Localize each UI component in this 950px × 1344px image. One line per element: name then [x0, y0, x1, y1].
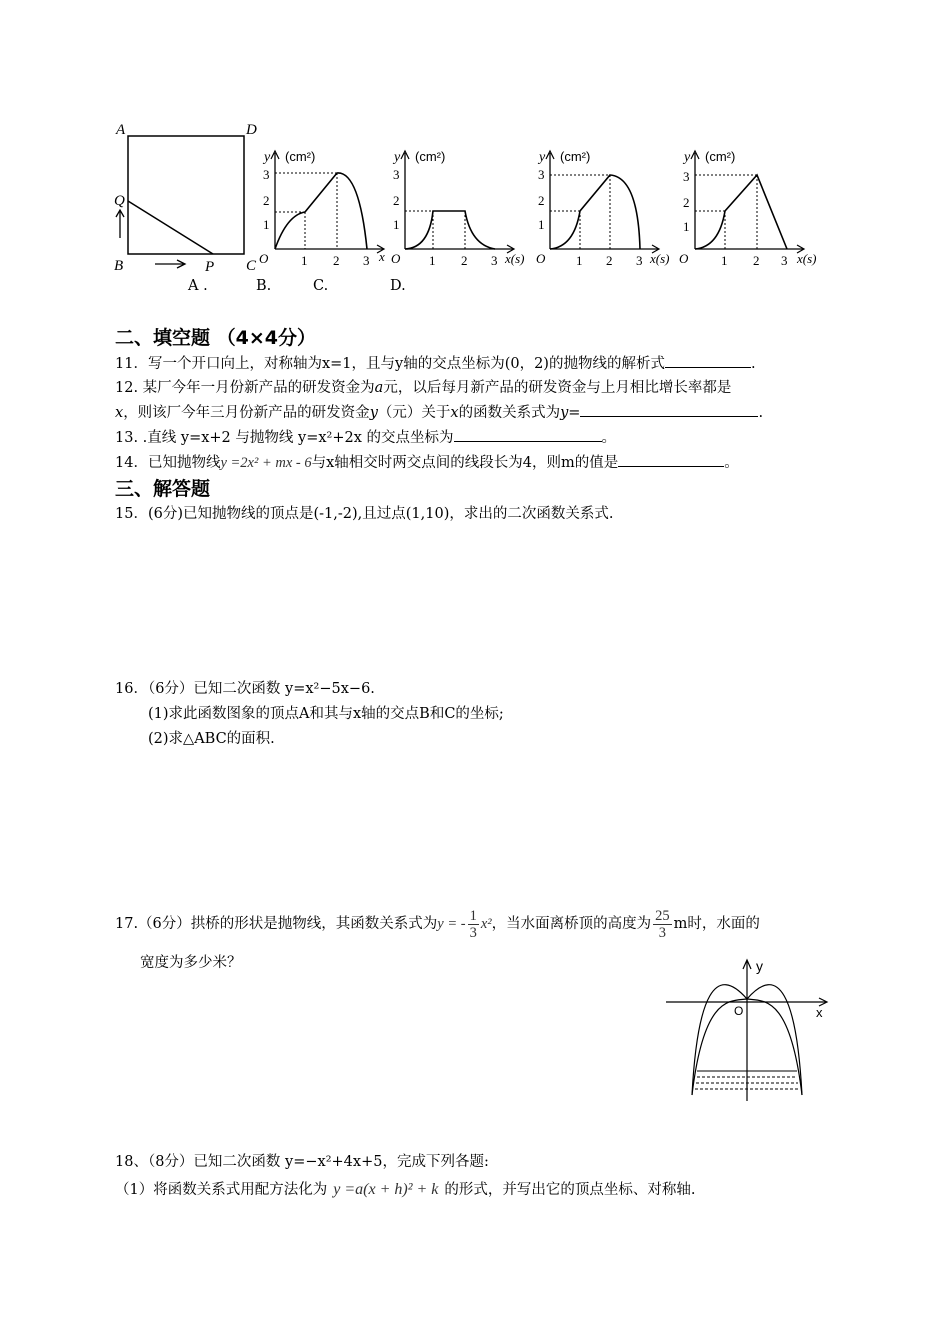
- svg-text:(cm²): (cm²): [560, 149, 591, 164]
- svg-text:1: 1: [393, 217, 400, 232]
- svg-text:2: 2: [683, 195, 690, 210]
- graph-c: [530, 145, 680, 270]
- label-q: Q: [114, 193, 125, 209]
- graph-d: [675, 145, 835, 270]
- svg-text:3: 3: [393, 167, 400, 182]
- answer-blank-14[interactable]: [618, 453, 724, 467]
- question-16-part1: (1)求此函数图象的顶点A和其与x轴的交点B和C的坐标;: [148, 706, 504, 722]
- svg-text:y: y: [684, 150, 691, 165]
- svg-text:2: 2: [333, 253, 340, 268]
- label-b: B: [114, 258, 124, 274]
- option-d[interactable]: D.: [390, 278, 406, 294]
- label-d: D: [246, 122, 257, 138]
- question-12: 12. 某厂今年一月份新产品的研发资金为a元，以后每月新产品的研发资金与上月相比增长率都是: [115, 380, 732, 396]
- graph-a: [255, 145, 395, 270]
- svg-text:1: 1: [429, 253, 436, 268]
- question-17-line2: 宽度为多少米？: [140, 955, 242, 971]
- fraction-one-third: $\frac{1}{3}$: [469, 907, 477, 941]
- answer-blank-11[interactable]: [665, 354, 751, 368]
- svg-text:x(s): x(s): [797, 251, 817, 266]
- svg-text:1: 1: [721, 253, 728, 268]
- svg-text:2: 2: [538, 193, 545, 208]
- section-answer-title: 三、解答题: [115, 478, 211, 500]
- svg-text:1: 1: [683, 219, 690, 234]
- svg-text:x: x: [816, 1005, 823, 1020]
- svg-text:3: 3: [538, 167, 545, 182]
- svg-text:1: 1: [301, 253, 308, 268]
- label-a: A: [116, 122, 126, 138]
- svg-text:2: 2: [753, 253, 760, 268]
- option-b[interactable]: B.: [256, 278, 272, 294]
- svg-text:O: O: [259, 251, 269, 266]
- svg-text:1: 1: [263, 217, 270, 232]
- svg-text:O: O: [536, 251, 546, 266]
- label-c: C: [246, 258, 257, 274]
- svg-text:3: 3: [491, 253, 498, 268]
- question-13: 13. .直线 y=x+2 与抛物线 y=x²+2x 的交点坐标为 。: [115, 430, 616, 446]
- question-15: 15．(6分)已知抛物线的顶点是(-1,-2),且过点(1,10)，求出的二次函数关系式.: [115, 506, 614, 522]
- square-figure: [110, 118, 260, 278]
- answer-blank-12[interactable]: [580, 403, 758, 417]
- svg-text:x(s): x(s): [650, 251, 670, 266]
- answer-blank-13[interactable]: [454, 428, 602, 442]
- svg-text:(cm²): (cm²): [285, 149, 316, 164]
- svg-text:3: 3: [636, 253, 643, 268]
- svg-text:O: O: [391, 251, 401, 266]
- question-12-line2: x，则该厂今年三月份新产品的研发资金y（元）关于x的函数关系式为y= .: [115, 405, 764, 421]
- svg-text:O: O: [734, 1004, 744, 1018]
- question-17: 17.（6分）拱桥的形状是抛物线，其函数关系式为y = - $\frac{1}{3}$ x²，当水面离桥顶的高度为 $\frac{25}{3}$ m时，水面的: [115, 907, 760, 941]
- svg-text:(cm²): (cm²): [415, 149, 446, 164]
- question-18: 18、（8分）已知二次函数 y=−x²+4x+5，完成下列各题:: [115, 1154, 489, 1170]
- svg-text:y: y: [539, 150, 546, 165]
- question-16-part2: (2)求△ABC的面积.: [148, 731, 275, 747]
- option-c[interactable]: C.: [313, 278, 329, 294]
- svg-text:2: 2: [393, 193, 400, 208]
- question-11: 11．写一个开口向上，对称轴为x=1，且与y轴的交点坐标为(0，2)的抛物线的解析式 .: [115, 356, 756, 372]
- option-a[interactable]: A .: [188, 278, 208, 294]
- section-fill-title: 二、填空题 （4×4分）: [115, 327, 316, 349]
- svg-text:O: O: [679, 251, 689, 266]
- svg-text:y: y: [394, 150, 401, 165]
- formula-18: y =a(x + h)² + k: [333, 1181, 439, 1198]
- svg-text:y: y: [756, 958, 763, 974]
- svg-text:y: y: [264, 150, 271, 165]
- svg-text:x(s): x(s): [505, 251, 525, 266]
- svg-text:3: 3: [263, 167, 270, 182]
- fraction-25-thirds: $\frac{25}{3}$: [655, 907, 670, 941]
- svg-text:3: 3: [683, 169, 690, 184]
- svg-text:2: 2: [263, 193, 270, 208]
- question-16: 16．（6分）已知二次函数 y=x²−5x−6.: [115, 681, 375, 697]
- question-18-part1: （1）将函数关系式用配方法化为 y =a(x + h)² + k 的形式，并写出它的顶点坐标、对称轴.: [115, 1181, 696, 1198]
- formula-14: y =2x² + mx - 6: [220, 455, 312, 471]
- svg-text:3: 3: [781, 253, 788, 268]
- svg-text:2: 2: [461, 253, 468, 268]
- svg-text:3: 3: [363, 253, 370, 268]
- label-p: P: [205, 259, 215, 275]
- svg-text:1: 1: [576, 253, 583, 268]
- svg-text:(cm²): (cm²): [705, 149, 736, 164]
- svg-text:x: x: [379, 249, 385, 264]
- graph-b: [385, 145, 535, 270]
- arch-bridge-figure: [660, 955, 840, 1105]
- question-14: 14．已知抛物线y =2x² + mx - 6与x轴相交时两交点间的线段长为4，则m的值是 。: [115, 455, 739, 471]
- svg-text:1: 1: [538, 217, 545, 232]
- svg-text:2: 2: [606, 253, 613, 268]
